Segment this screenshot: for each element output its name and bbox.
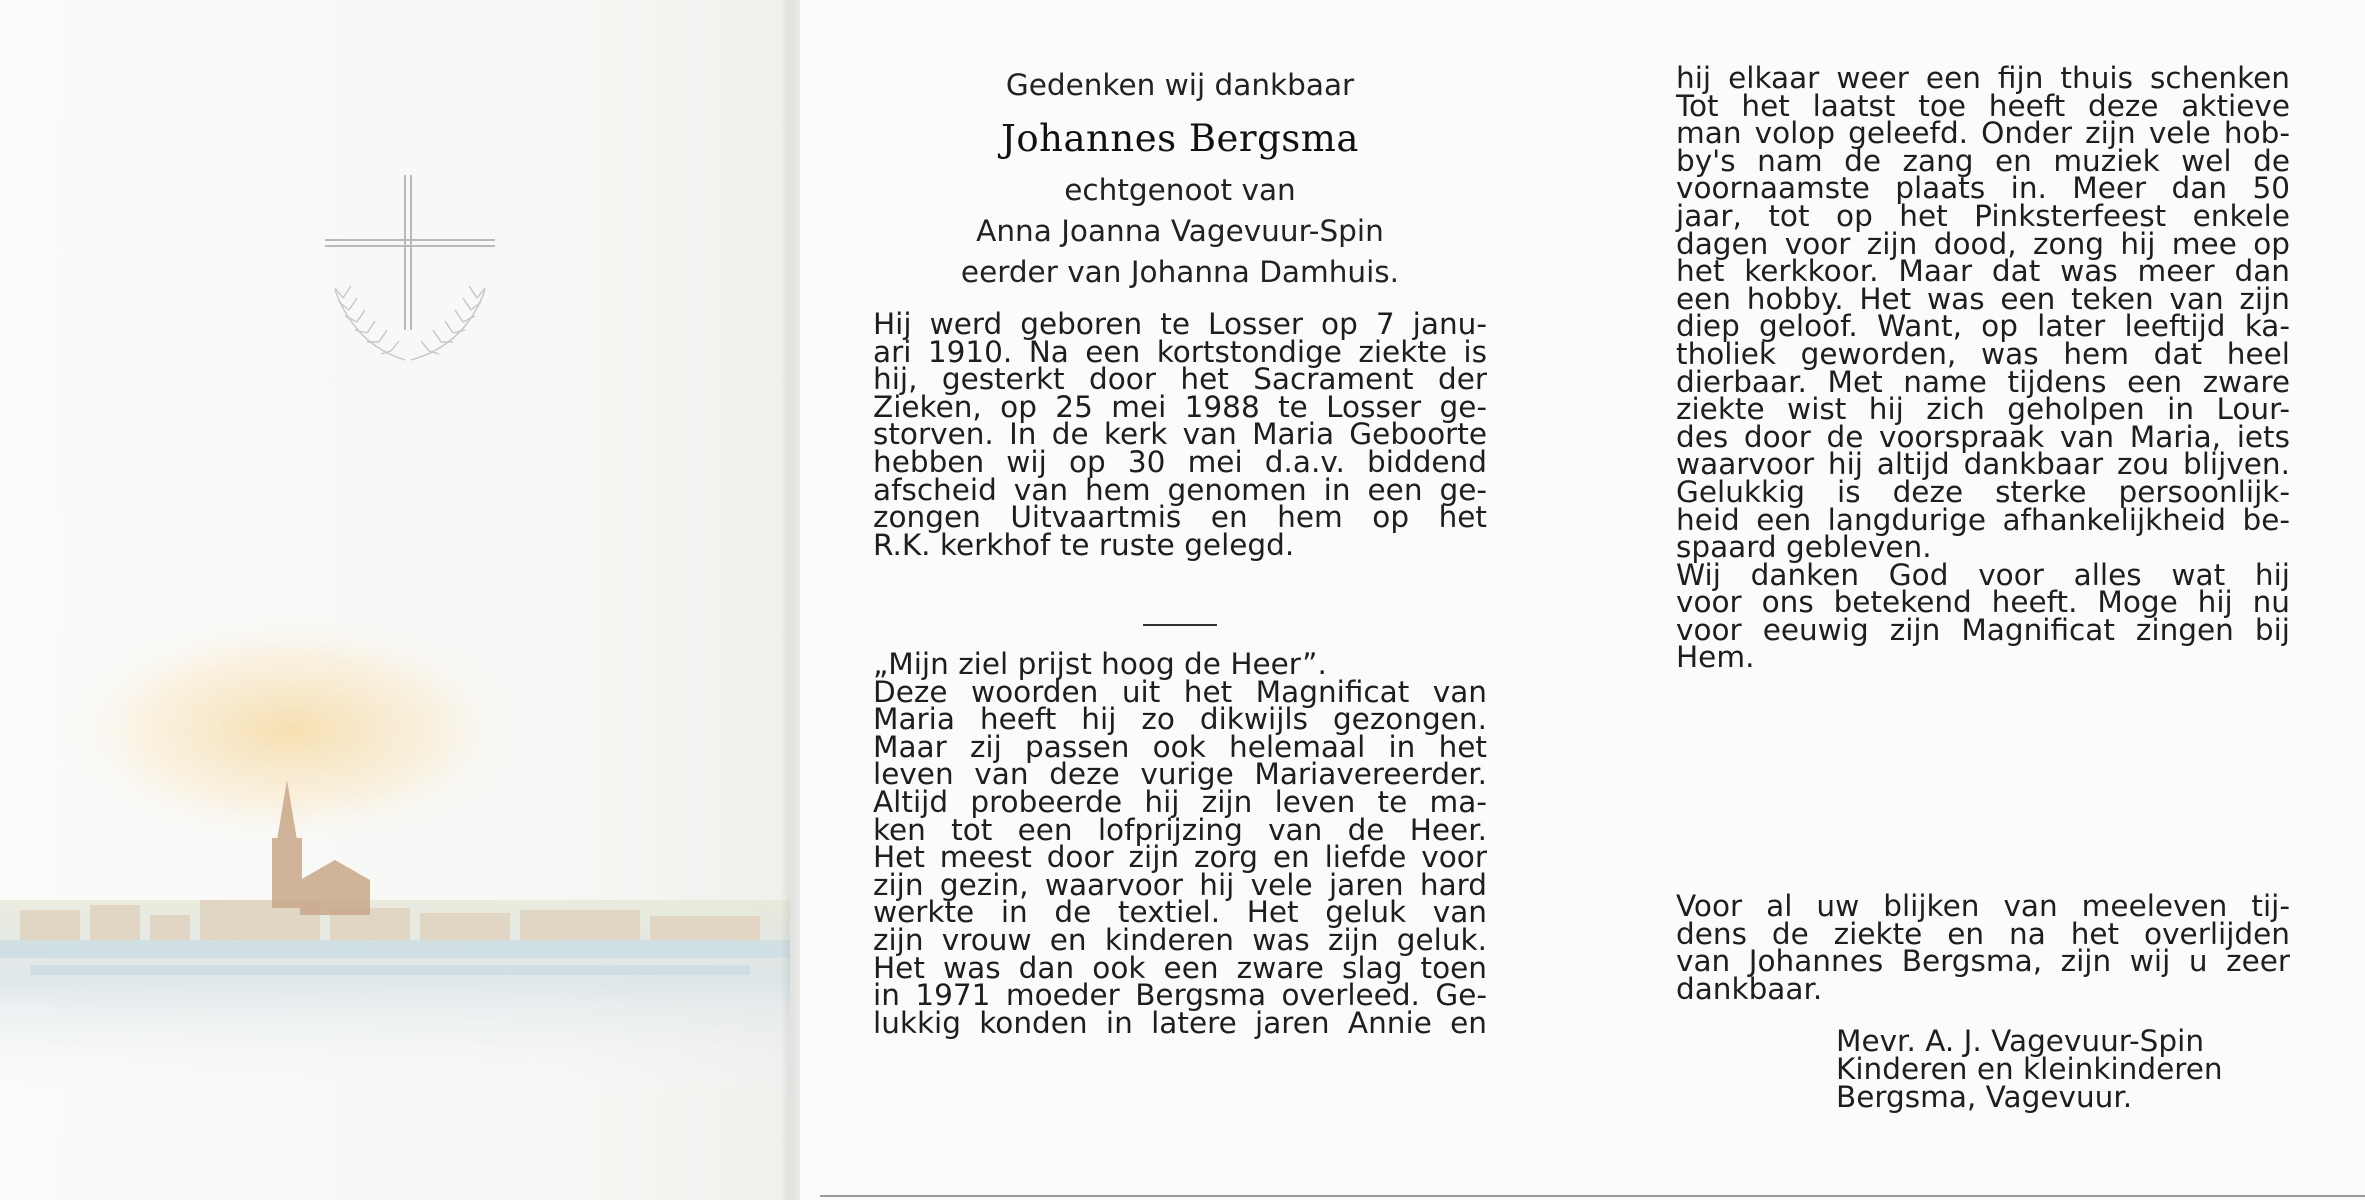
text-line: van Johannes Bergsma, zijn wij u zeer bbox=[1676, 944, 2290, 979]
text-line: jaar, tot op het Pinksterfeest enkele bbox=[1676, 198, 2290, 233]
text-line: Het was dan ook een zware slag toen bbox=[873, 950, 1487, 985]
text-line: leven van deze vurige Mariavereerder. bbox=[873, 757, 1487, 792]
intro-line: Gedenken wij dankbaar bbox=[1005, 68, 1355, 102]
text-line: voor eeuwig zijn Magnificat zingen bij bbox=[1676, 612, 2290, 647]
text-line: zijn vrouw en kinderen was zijn geluk. bbox=[873, 922, 1487, 957]
text-line: by's nam de zang en muziek wel de bbox=[1676, 143, 2290, 178]
text-line: ziekte wist hij zich geholpen in Lour- bbox=[1676, 392, 2290, 427]
text-line: dens de ziekte en na het overlijden bbox=[1676, 916, 2290, 951]
cross-with-wreath-icon bbox=[315, 170, 505, 400]
biography-paragraph bbox=[873, 307, 1487, 562]
text-line: hebben wij op 30 mei d.a.v. biddend bbox=[873, 444, 1487, 479]
thanks-paragraph bbox=[1676, 889, 2290, 1006]
biography-continued bbox=[1676, 61, 2290, 675]
village-landscape-illustration bbox=[0, 610, 790, 1110]
text-line: Maar zij passen ook helemaal in het bbox=[873, 729, 1487, 764]
text-line: R.K. kerkhof te ruste gelegd. bbox=[873, 527, 1295, 562]
deceased-name: Johannes Bergsma bbox=[1001, 117, 1359, 160]
text-line: Zieken, op 25 mei 1988 te Losser ge- bbox=[873, 389, 1487, 424]
text-line: man volop geleefd. Onder zijn vele hob- bbox=[1676, 116, 2290, 151]
text-line: hij, gesterkt door het Sacrament der bbox=[873, 362, 1487, 397]
text-line: Altijd probeerde hij zijn leven te ma- bbox=[873, 784, 1487, 819]
relation-line: echtgenoot van bbox=[1064, 173, 1296, 207]
spouse-name: Anna Joanna Vagevuur-Spin bbox=[976, 214, 1384, 248]
text-line: spaard gebleven. bbox=[1676, 530, 1932, 565]
text-line: „Mijn ziel prijst hoog de Heer”. bbox=[873, 647, 1327, 681]
text-line: voornaamste plaats in. Meer dan 50 bbox=[1676, 171, 2290, 206]
signoff-line: Kinderen en kleinkinderen bbox=[1836, 1052, 2223, 1086]
text-line: tholiek geworden, was hem dat heel bbox=[1676, 336, 2290, 371]
text-line: in 1971 moeder Bergsma overleed. Ge- bbox=[873, 978, 1487, 1013]
text-line: hij elkaar weer een fijn thuis schenken bbox=[1676, 61, 2290, 95]
magnificat-paragraph bbox=[873, 647, 1487, 1040]
text-line: lukkig konden in latere jaren Annie en bbox=[873, 1005, 1487, 1040]
text-line: waarvoor hij altijd dankbaar zou blijven. bbox=[1676, 447, 2290, 482]
section-divider bbox=[1143, 624, 1217, 626]
family-signoff bbox=[1836, 1024, 2223, 1114]
text-line: Voor al uw blijken van meeleven tij- bbox=[1676, 889, 2290, 923]
text-line: voor ons betekend heeft. Moge hij nu bbox=[1676, 585, 2290, 620]
previous-spouse-line: eerder van Johanna Damhuis. bbox=[960, 255, 1400, 289]
text-line: een hobby. Het was een teken van zijn bbox=[1676, 281, 2290, 316]
text-line: dankbaar. bbox=[1676, 971, 1823, 1006]
text-line: des door de voorspraak van Maria, iets bbox=[1676, 419, 2290, 454]
text-line: zijn gezin, waarvoor hij vele jaren hard bbox=[873, 867, 1487, 902]
text-line: Deze woorden uit het Magnificat van bbox=[873, 674, 1487, 709]
text-line: afscheid van hem genomen in een ge- bbox=[873, 472, 1487, 507]
text-line: storven. In de kerk van Maria Geboorte bbox=[873, 417, 1487, 452]
text-line: zongen Uitvaartmis en hem op het bbox=[873, 500, 1487, 535]
text-line: Wij danken God voor alles wat hij bbox=[1676, 557, 2290, 592]
signoff-line: Mevr. A. J. Vagevuur-Spin bbox=[1836, 1024, 2205, 1058]
text-line: het kerkkoor. Maar dat was meer dan bbox=[1676, 254, 2290, 289]
text-line: Hij werd geboren te Losser op 7 janu- bbox=[873, 307, 1487, 341]
text-line: diep geloof. Want, op later leeftijd ka- bbox=[1676, 309, 2290, 344]
text-line: dagen voor zijn dood, zong hij mee op bbox=[1676, 226, 2290, 261]
card-front-panel bbox=[0, 0, 790, 1200]
text-line: Tot het laatst toe heeft deze aktieve bbox=[1676, 88, 2290, 123]
signoff-line: Bergsma, Vagevuur. bbox=[1836, 1080, 2133, 1114]
text-line: Gelukkig is deze sterke persoonlijk- bbox=[1676, 474, 2290, 509]
text-line: dierbaar. Met name tijdens een zware bbox=[1676, 364, 2290, 399]
text-line: ari 1910. Na een kortstondige ziekte is bbox=[873, 334, 1487, 369]
text-line: ken tot een lofprijzing van de Heer. bbox=[873, 812, 1487, 847]
text-line: Hem. bbox=[1676, 640, 1755, 675]
text-line: Maria heeft hij zo dikwijls gezongen. bbox=[873, 702, 1487, 737]
text-line: werkte in de textiel. Het geluk van bbox=[873, 895, 1487, 930]
text-line: Het meest door zijn zorg en liefde voor bbox=[873, 840, 1487, 875]
card-bottom-edge bbox=[820, 1195, 2365, 1197]
text-line: heid een langdurige afhankelijkheid be- bbox=[1676, 502, 2290, 537]
card-fold bbox=[780, 0, 800, 1200]
